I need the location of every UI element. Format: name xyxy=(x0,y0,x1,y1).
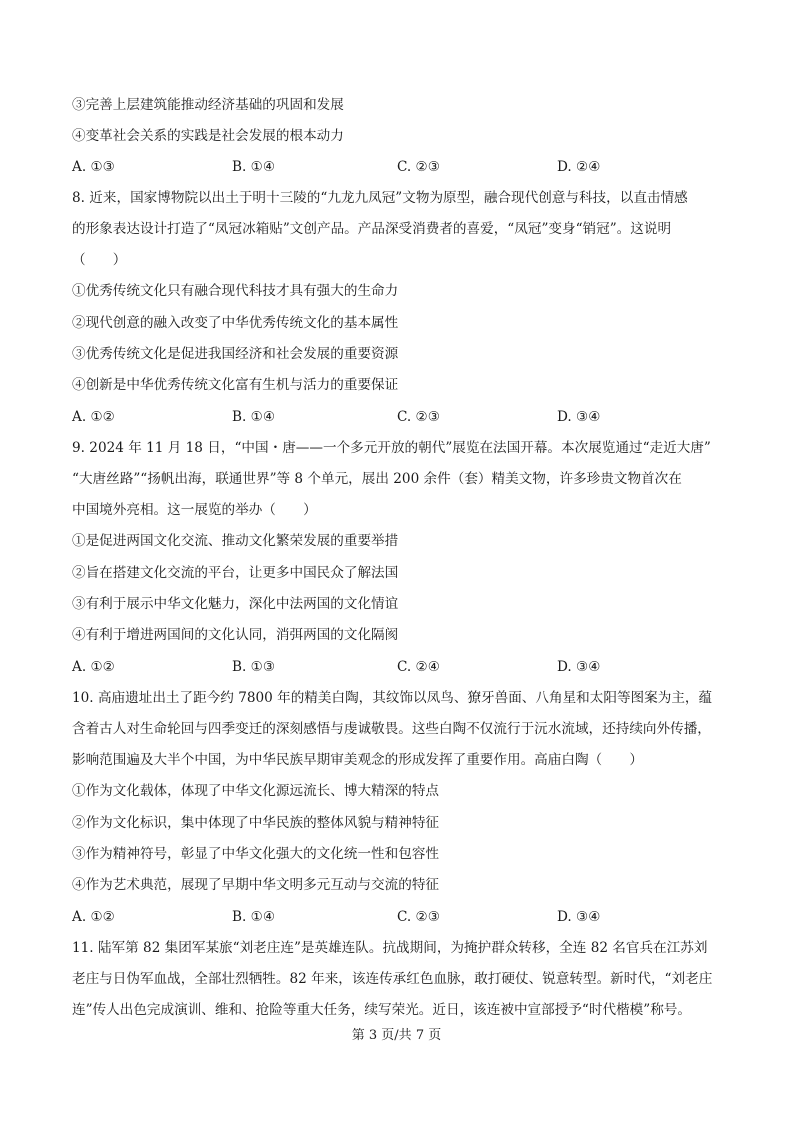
q8-item-1: ①优秀传统文化只有融合现代科技才具有强大的生命力 xyxy=(72,283,399,299)
option-b: B. ①④ xyxy=(232,159,276,175)
q10-option-b: B. ①④ xyxy=(232,909,276,925)
q10-stem-line-1: 10. 高庙遗址出土了距今约 7800 年的精美白陶，其纹饰以凤鸟、獠牙兽面、八角星和太阳等图案为主，蕴 xyxy=(72,690,713,706)
page-number: 第 3 页/共 7 页 xyxy=(351,1028,442,1043)
q10-item-3: ③作为精神符号，彰显了中华文化强大的文化统一性和包容性 xyxy=(72,846,440,862)
q11-stem-line-1: 11. 陆军第 82 集团军某旅“刘老庄连”是英雄连队。抗战期间，为掩护群众转移，全连 82 名官兵在江苏刘 xyxy=(72,940,708,956)
q8-option-d: D. ③④ xyxy=(557,409,601,425)
q9-item-1: ①是促进两国文化交流、推动文化繁荣发展的重要举措 xyxy=(72,533,399,549)
q8-item-2: ②现代创意的融入改变了中华优秀传统文化的基本属性 xyxy=(72,315,399,331)
option-c: C. ②③ xyxy=(397,159,440,175)
q11-stem-line-2: 老庄与日伪军血战，全部壮烈牺牲。82 年来，该连传承红色血脉，敢打硬仗、锐意转型。新时代，“刘老庄 xyxy=(72,971,713,987)
q8-stem-line-1: 8. 近来，国家博物院以出土于明十三陵的“九龙九凤冠”文物为原型，融合现代创意与科技，以直击情感 xyxy=(72,190,688,206)
q9-stem-line-3: 中国境外亮相。这一展览的举办（ ） xyxy=(72,502,317,518)
q8-stem-line-2: 的形象表达设计打造了“凤冠冰箱贴”文创产品。产品深受消费者的喜爱，“凤冠”变身“销冠”。这说明 xyxy=(72,221,672,237)
q8-item-4: ④创新是中华优秀传统文化富有生机与活力的重要保证 xyxy=(72,377,399,393)
q10-stem-line-2: 含着古人对生命轮回与四季变迁的深刻感悟与虔诚敬畏。这些白陶不仅流行于沅水流域，还持续向外传播， xyxy=(72,721,711,737)
q10-item-2: ②作为文化标识，集中体现了中华民族的整体风貌与精神特征 xyxy=(72,815,440,831)
q9-option-c: C. ②④ xyxy=(397,659,440,675)
q9-option-d: D. ③④ xyxy=(557,659,601,675)
q9-item-3: ③有利于展示中华文化魅力，深化中法两国的文化情谊 xyxy=(72,596,399,612)
option-a: A. ①③ xyxy=(72,159,115,175)
q9-item-2: ②旨在搭建文化交流的平台，让更多中国民众了解法国 xyxy=(72,565,399,581)
q8-stem-line-3: （ ） xyxy=(72,252,127,268)
q10-item-4: ④作为艺术典范，展现了早期中华文明多元互动与交流的特征 xyxy=(72,877,440,893)
q10-item-1: ①作为文化载体，体现了中华文化源远流长、博大精深的特点 xyxy=(72,783,440,799)
q9-option-b: B. ①③ xyxy=(232,659,276,675)
q8-option-c: C. ②③ xyxy=(397,409,440,425)
item-4-text: ④变革社会关系的实践是社会发展的根本动力 xyxy=(72,128,344,144)
q8-item-3: ③优秀传统文化是促进我国经济和社会发展的重要资源 xyxy=(72,346,399,362)
q10-option-c: C. ②③ xyxy=(397,909,440,925)
option-d: D. ②④ xyxy=(557,159,601,175)
q10-option-d: D. ③④ xyxy=(557,909,601,925)
q10-option-a: A. ①② xyxy=(72,909,115,925)
item-3-text: ③完善上层建筑能推动经济基础的巩固和发展 xyxy=(72,97,344,113)
q9-stem-line-1: 9. 2024 年 11 月 18 日，“中国・唐——一个多元开放的朝代”展览在法国开幕。本次展览通过“走近大唐” xyxy=(72,440,711,456)
q9-item-4: ④有利于增进两国间的文化认同，消弭两国的文化隔阂 xyxy=(72,627,399,643)
q8-option-b: B. ①④ xyxy=(232,409,276,425)
q9-option-a: A. ①② xyxy=(72,659,115,675)
q8-option-a: A. ①② xyxy=(72,409,115,425)
q9-stem-line-2: “大唐丝路”“扬帆出海，联通世界”等 8 个单元，展出 200 余件（套）精美文物，许多珍贵文物首次在 xyxy=(72,471,682,487)
q10-stem-line-3: 影响范围遍及大半个中国，为中华民族早期审美观念的形成发挥了重要作用。高庙白陶（ ） xyxy=(72,752,643,768)
q11-stem-line-3: 连”传人出色完成演训、维和、抢险等重大任务，续写荣光。近日，该连被中宣部授予“时代楷模”称号。 xyxy=(72,1002,691,1018)
